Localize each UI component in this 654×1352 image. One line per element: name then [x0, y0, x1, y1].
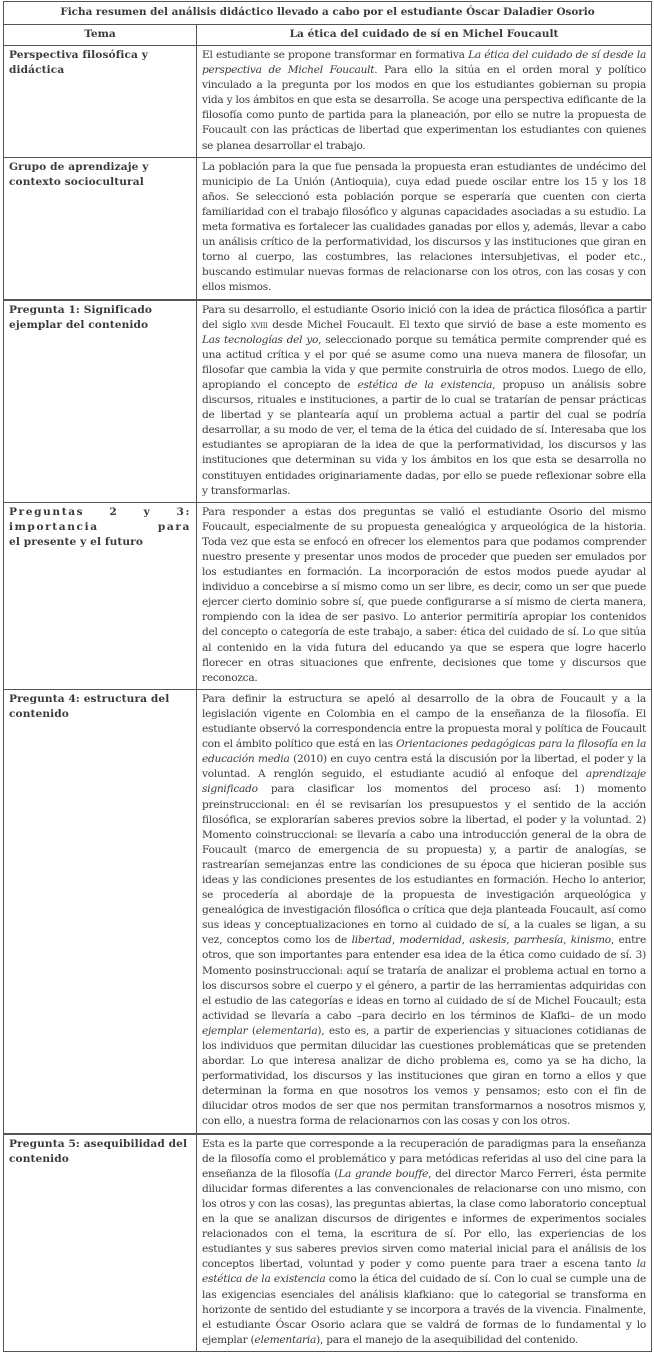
table-row	[4, 157, 652, 299]
italic-run: ejemplar	[202, 1024, 248, 1037]
row-body-pregunta-4	[197, 689, 652, 1133]
text-run: ,	[461, 934, 470, 947]
italic-run: La ética del cuidado de sí desde la perspectiva de Michel Foucault	[202, 49, 647, 77]
text-run: (	[247, 1024, 256, 1037]
table-row	[4, 1134, 652, 1352]
italic-run: La grande bouffe	[338, 1167, 429, 1180]
column-header-contenido: La ética del cuidado de sí en Michel Foucault	[197, 25, 652, 46]
row-body-preguntas-2-3	[197, 502, 652, 689]
row-body-pregunta-5	[197, 1134, 652, 1352]
text-run: Para su desarrollo, el estudiante Osorio inició con la idea de práctica filosófica a partir del siglo	[202, 303, 647, 331]
italic-run: kinismo	[570, 934, 611, 947]
row-body-pregunta-1	[197, 300, 652, 503]
italic-run: askesis	[469, 934, 507, 947]
italic-run: elementaria	[255, 1024, 318, 1037]
italic-run: Orientaciones pedagógicas para la filosofía en la educación media	[202, 738, 647, 766]
table-row	[4, 689, 652, 1133]
row-topic-line: Preguntas 2 y 3:	[9, 505, 191, 518]
text-run: ), esto es, a partir de experiencias y situaciones cotidianas de los individuos que permitan dilucidar las cuestiones problemáticas que se pretenden abordar. Lo que interesa analizar de dicho problema es, como ya se ha dicho, la performatividad, los discursos y las instituciones que giran en torno a ellos y que determinan la forma en que nosotros los vemos y pensamos; esto con el fin de dilucidar otros modos de ser que nos permitan transformarnos a nosotros mismos y, con ello, a nuestra forma de relacionarnos con las cosas y con los otros.	[202, 1024, 647, 1128]
table-row	[4, 502, 652, 689]
small-caps-run: xviii	[250, 318, 268, 331]
text-run: La población para la que fue pensada la propuesta eran estudiantes de undécimo del municipio de La Unión (Antioquia), cuya edad puede oscilar entre los 15 y los 18 años. Se seleccionó esta población porque se esperaría que cuenten con cierta familiaridad con el trabajo filosófico y algunas capacidades asociadas a su estudio. La meta formativa es fortalecer las cualidades ganadas por ellos y, además, llevar a cabo un análisis crítico de la performatividad, los discursos y las instituciones que giran en torno al cuerpo, las costumbres, las relaciones intersubjetivas, el poder etc., buscando estimular nuevas formas de relacionarse con los otros, con las cosas y con ellos mismos.	[202, 160, 647, 294]
table-title: Ficha resumen del análisis didáctico llevado a cabo por el estudiante Óscar Daladier Osorio	[4, 2, 652, 25]
row-topic-grupo: Grupo de aprendizaje y contexto sociocultural	[4, 157, 197, 299]
row-topic-line: importancia para	[9, 520, 191, 533]
text-run: ,	[391, 934, 400, 947]
text-run: , del director Marco Ferreri, ésta permite dilucidar formas diferentes a las convencionales de relacionarse con uno mismo, con los otros y con las cosas), las preguntas abiertas, la clase como laboratorio conceptual en la que se analizan discursos de dirigentes e informes de experimentos sociales relacionados con el tema, la escritura de sí. Por ello, las experiencias de los estudiantes y sus saberes previos sirven como material inicial para el análisis de los conceptos libertad, voluntad y poder y como puente para traer a escena tanto	[202, 1167, 647, 1271]
row-body-perspectiva	[197, 46, 652, 158]
text-run: ), para el manejo de la asequibilidad del contenido.	[316, 1333, 579, 1346]
column-header-tema: Tema	[4, 25, 197, 46]
text-run: Esta es la parte que corresponde a la recuperación de paradigmas para la enseñanza de la filosofía como el problemático y para metódicas referidas al uso del cine para la enseñanza de la filosofía (	[202, 1137, 647, 1180]
text-run: El estudiante se propone transformar en formativa	[202, 49, 469, 61]
text-run: (2010) en cuyo centra está la discusión por la libertad, el poder y la voluntad. A renglón seguido, el estudiante acudió al enfoque del	[202, 753, 647, 781]
italic-run: la estética de la existencia	[202, 1258, 647, 1286]
text-run: , seleccionado porque su temática permite comprender qué es una actitud crítica y el por qué se asume como una nueva manera de filosofar, un filosofar que cambia la vida y que permite construirla de otros modos. Luego de ello, apropiando el concepto de	[202, 333, 647, 391]
text-run: Para responder a estas dos preguntas se valió el estudiante Osorio del mismo Foucault, especialmente de su propuesta genealógica y arqueológica de la historia. Toda vez que esta se enfocó en ofrecer los elementos para que podamos comprender nuestro presente y presentar unos modos de proceder que pueden ser emulados por los estudiantes en formación. La incorporación de estos modos puede ayudar al individuo a concebirse a sí mismo como un ser libre, es decir, como un ser que puede ejercer cierto dominio sobre sí, que puede configurarse a sí mismo de cierta manera, rompiendo con la idea de ser pasivo. Lo anterior permitiría apropiar los contenidos del concepto o categoría de este trabajo, a saber: ética del cuidado de sí. Lo que sitúa al contenido en la vida futura del educando ya que se espera que logre hacerlo florecer en otras situaciones que enfrente, decisiones que tome y discursos que reconozca.	[202, 505, 647, 684]
text-run: para clasificar los momentos del proceso así: 1) momento preinstruccional: en él se revisarían los presupuestos y el sentido de la acción filosófica, se explorarían saberes previos sobre la libertad, el poder y la voluntad. 2) Momento coinstruccional: se llevaría a cabo una introducción general de la obra de Foucault (marco de emergencia de su propuesta) y, a partir de analogías, se rastrearían semejanzas entre las condiciones de su época que hicieran posible sus ideas y las condiciones presentes de los estudiantes en formación. Hecho lo anterior, se procedería al abordaje de la propuesta de investigación arqueológica y genealógica de investigación filosófica o crítica que deja planteada Foucault, así como sus ideas y conceptualizaciones en torno al cuidado de sí, a la cuales se ligan, a su vez, conceptos como los de	[202, 783, 647, 947]
row-body-grupo	[197, 157, 652, 299]
row-topic-perspectiva: Perspectiva filosófica y didáctica	[4, 46, 197, 158]
text-run: desde Michel Foucault. El texto que sirvió de base a este momento es	[267, 318, 647, 331]
text-run: , entre otros, que son importantes para entender esa idea de la ética como cuidado de sí. 3) Momento posinstruccional: aquí se trataría de analizar el problema actual en torno a los discursos sobre el cuerpo y el género, a partir de las herramientas adquiridas con el estudio de las categorías e ideas en torno al cuidado de sí de Michel Foucault; esta actividad se llevaría a cabo –para decirlo en los términos de Klafki– de un modo	[202, 934, 647, 1022]
row-topic-pregunta-1: Pregunta 1: Significado ejemplar del contenido	[4, 300, 197, 503]
row-topic-pregunta-5: Pregunta 5: asequibilidad del contenido	[4, 1134, 197, 1352]
italic-run: aprendizaje significado	[202, 768, 647, 796]
italic-run: estética de la existencia	[357, 378, 493, 391]
table-header-row	[4, 25, 652, 46]
text-run: , propuso un análisis sobre discursos, rituales e instituciones, a partir de lo cual se tratarían de pensar prácticas de libertad y se plantearía aquí un problema actual a partir del cual se podría desarrollar, a su modo de ver, el tema de la ética del cuidado de sí. Interesaba que los estudiantes se apropiaran de la idea de que la performatividad, los discursos y las instituciones que determinan su vida y los ámbitos en los que esta se desarrolla no constituyen entidades originariamente dadas, por ello se puede reflexionar sobre ella y transformarlas.	[202, 378, 647, 497]
italic-run: parrhesía	[513, 934, 564, 947]
summary-table	[3, 1, 652, 1352]
row-topic-pregunta-4: Pregunta 4: estructura del contenido	[4, 689, 197, 1133]
italic-run: modernidad	[399, 934, 462, 947]
italic-run: elementaria	[254, 1333, 317, 1346]
summary-sheet	[3, 1, 651, 1352]
table-row	[4, 46, 652, 158]
row-topic-preguntas-2-3	[4, 502, 197, 689]
italic-run: libertad	[351, 934, 392, 947]
text-run: ,	[563, 934, 571, 947]
italic-run: Las tecnologías del yo	[202, 333, 319, 346]
table-row	[4, 300, 652, 503]
text-run: . Para ello la sitúa en el orden moral y político vinculado a la pregunta por los modos en que los estudiantes gobiernan su propia vida y los ámbitos en que esta se desarrolla. Se acoge una perspectiva edificante de la filosofía como punto de partida para la planeación, por ello se nutre la propuesta de Foucault con las prácticas de libertad que experimentan los estudiantes con quienes se planea desarrollar el trabajo.	[202, 64, 647, 152]
table-title-row	[4, 2, 652, 25]
row-topic-line: el presente y el futuro	[9, 535, 144, 548]
text-run: ,	[506, 934, 514, 947]
text-run: Para definir la estructura se apeló al desarrollo de la obra de Foucault y a la legislación vigente en Colombia en el campo de la enseñanza de la filosofía. El estudiante observó la correspondencia entre la propuesta moral y política de Foucault con el ámbito político que está en las	[202, 692, 647, 751]
text-run: como la ética del cuidado de sí. Con lo cual se cumple una de las exigencias esenciales del análisis klafkiano: que lo categorial se transforma en horizonte de sentido del estudiante y se incorpora a través de la vivencia. Finalmente, el estudiante Óscar Osorio aclara que se valdrá de formas de lo fundamental y lo ejemplar (	[202, 1273, 647, 1346]
